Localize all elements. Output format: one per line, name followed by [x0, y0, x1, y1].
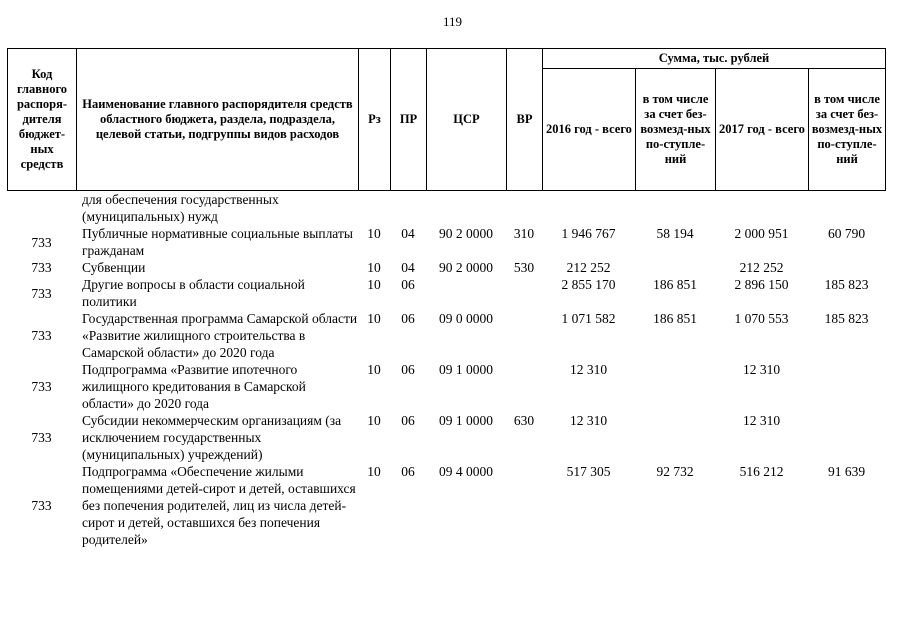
row-sum-2017: 1 070 553	[734, 311, 789, 326]
row-name: Субвенции	[82, 260, 146, 275]
header-vr: ВР	[507, 49, 543, 191]
row-csr	[426, 191, 506, 225]
row-rz: 10	[367, 464, 381, 479]
row-sum-2017: 2 896 150	[734, 277, 789, 292]
row-rz: 10	[367, 260, 381, 275]
header-rz: Рз	[359, 49, 391, 191]
row-sum-2017: 2 000 951	[734, 226, 789, 241]
row-rz: 10	[367, 226, 381, 241]
row-free-2017: 185 823	[824, 277, 869, 292]
row-name: Подпрограмма «Развитие ипотечного жилищного кредитования в Самарской области» до 2020 года	[82, 362, 306, 411]
row-free-2017	[808, 191, 885, 225]
row-pr: 06	[401, 362, 415, 377]
header-name: Наименование главного распорядителя средств областного бюджета, раздела, подраздела, целевой статьи, подгруппы видов расходов	[77, 49, 359, 191]
row-pr: 06	[401, 464, 415, 479]
row-csr: 09 4 0000	[439, 464, 493, 479]
row-name: Другие вопросы в области социальной политики	[82, 277, 305, 309]
table-body	[7, 191, 885, 548]
table-row	[7, 259, 885, 276]
row-code	[7, 191, 76, 225]
row-free-2016	[635, 361, 715, 412]
header-csr: ЦСР	[427, 49, 507, 191]
row-name: Субсидии некоммерческим организациям (за исключением государственных (муниципальных) учреждений)	[82, 413, 342, 462]
header-2017-total: 2017 год - всего	[716, 69, 809, 191]
row-sum-2016: 2 855 170	[561, 277, 616, 292]
row-code: 733	[31, 379, 52, 394]
table-row	[7, 412, 885, 463]
row-sum-2017: 516 212	[739, 464, 784, 479]
row-vr	[506, 191, 542, 225]
row-rz: 10	[367, 311, 381, 326]
row-vr: 310	[513, 226, 535, 241]
row-csr: 90 2 0000	[439, 226, 493, 241]
row-rz	[358, 191, 390, 225]
row-sum-2016: 1 946 767	[561, 226, 616, 241]
row-free-2017	[808, 361, 885, 412]
row-free-2016: 186 851	[653, 311, 697, 326]
row-name: Публичные нормативные социальные выплаты гражданам	[82, 226, 353, 258]
row-code: 733	[31, 498, 52, 513]
row-sum-2017: 12 310	[742, 413, 781, 428]
row-pr: 06	[401, 311, 415, 326]
row-free-2016: 58 194	[656, 226, 694, 241]
row-sum-2017: 12 310	[742, 362, 781, 377]
row-sum-2016: 12 310	[569, 362, 608, 377]
row-code: 733	[31, 234, 52, 250]
row-vr	[506, 310, 542, 361]
header-pr: ПР	[391, 49, 427, 191]
row-csr: 09 0 0000	[439, 311, 493, 326]
row-csr: 09 1 0000	[439, 413, 493, 428]
row-pr: 06	[401, 413, 415, 428]
table-row	[7, 191, 885, 225]
row-name: Подпрограмма «Обеспечение жилыми помещениями детей-сирот и детей, оставшихся без попечения родителей, лиц из числа детей-сирот и детей, оставшихся без попечения родителей»	[82, 464, 356, 547]
row-code: 733	[31, 328, 52, 343]
row-free-2017	[808, 259, 885, 276]
row-free-2017: 91 639	[827, 464, 866, 479]
row-rz: 10	[367, 413, 381, 428]
row-sum-2017	[715, 191, 808, 225]
row-sum-2016: 1 071 582	[561, 311, 616, 326]
header-2017-free: в том числе за счет без-возмезд-ных по-ступле-ний	[809, 69, 886, 191]
row-vr: 630	[513, 413, 535, 428]
row-free-2016: 92 732	[656, 464, 694, 479]
table-row	[7, 225, 885, 259]
row-sum-2016: 517 305	[566, 464, 611, 479]
row-vr	[506, 276, 542, 310]
row-pr: 04	[401, 260, 415, 275]
row-vr	[506, 361, 542, 412]
header-2016-free: в том числе за счет без-возмезд-ных по-ступле-ний	[636, 69, 716, 191]
header-2016-total: 2016 год - всего	[543, 69, 636, 191]
row-rz: 10	[367, 362, 381, 377]
row-sum-2017: 212 252	[739, 260, 784, 275]
row-sum-2016	[542, 191, 635, 225]
row-pr	[390, 191, 426, 225]
row-rz: 10	[367, 277, 381, 292]
row-csr: 09 1 0000	[439, 362, 493, 377]
table-row	[7, 310, 885, 361]
row-free-2017	[808, 412, 885, 463]
page-number: 119	[442, 14, 463, 29]
row-code: 733	[31, 430, 52, 445]
row-vr: 530	[513, 260, 535, 275]
row-name: Государственная программа Самарской области «Развитие жилищного строительства в Самарской области» до 2020 года	[82, 311, 358, 360]
row-sum-2016: 12 310	[569, 413, 608, 428]
header-code: Код главного распоря-дителя бюджет-ных средств	[8, 49, 77, 191]
row-vr	[506, 463, 542, 548]
row-code: 733	[31, 285, 52, 301]
table-row	[7, 463, 885, 548]
row-name: для обеспечения государственных (муниципальных) нужд	[82, 192, 279, 224]
row-code: 733	[31, 260, 52, 275]
row-free-2017: 60 790	[827, 226, 866, 241]
row-free-2016	[635, 412, 715, 463]
row-free-2016	[635, 259, 715, 276]
table-header	[7, 48, 886, 191]
header-sum: Сумма, тыс. рублей	[543, 49, 886, 69]
row-free-2016: 186 851	[653, 277, 697, 292]
row-free-2017: 185 823	[824, 311, 869, 326]
table-row	[7, 361, 885, 412]
row-csr: 90 2 0000	[439, 260, 493, 275]
row-csr	[426, 276, 506, 310]
row-pr: 06	[401, 277, 415, 292]
row-pr: 04	[401, 226, 415, 241]
table-row	[7, 276, 885, 310]
row-free-2016	[635, 191, 715, 225]
row-sum-2016: 212 252	[566, 260, 611, 275]
